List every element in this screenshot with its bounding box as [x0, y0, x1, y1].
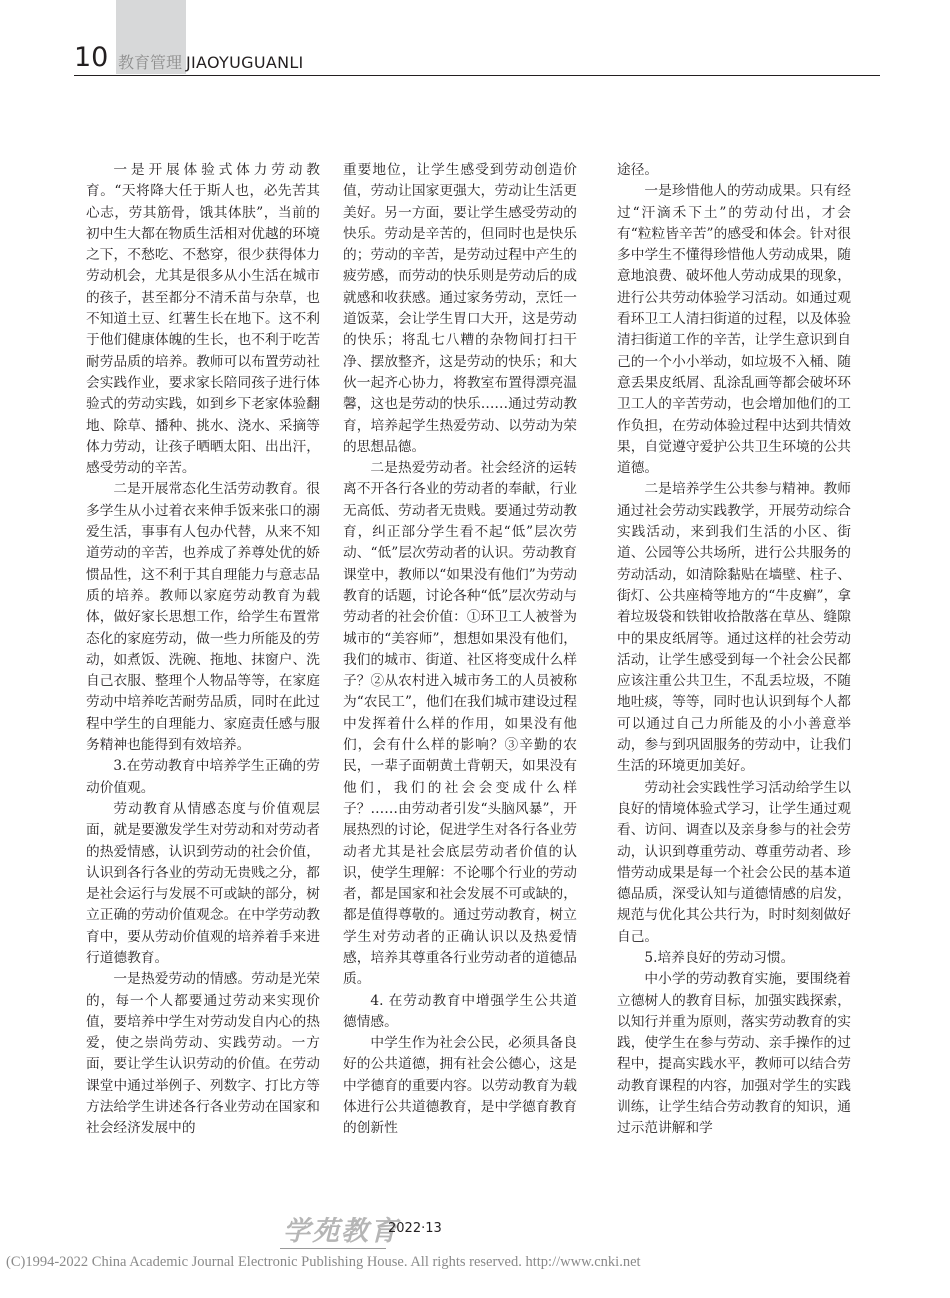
- paragraph: 二是热爱劳动者。社会经济的运转离不开各行各业的劳动者的奉献，行业无高低、劳动者无贵贱。要通过劳动教育，纠正部分学生看不起“低”层次劳动、“低”层次劳动者的认识。劳动教育课堂中，教师以“如果没有他们”为劳动教育的话题，讨论各种“低”层次劳动与劳动者的社会价值：①环卫工人被誉为城市的“美容师”，想想如果没有他们，我们的城市、街道、社区将变成什么样子？②从农村进入城市务工的人员被称为“农民工”，他们在我们城市建设过程中发挥着什么样的作用，如果没有他们，会有什么样的影响？③辛勤的农民，一辈子面朝黄土背朝天，如果没有他们，我们的社会会变成什么样子？……由劳动者引发“头脑风暴”，开展热烈的讨论，促进学生对各行各业劳动者尤其是社会底层劳动者价值的认识，使学生理解：不论哪个行业的劳动者，都是国家和社会发展不可或缺的，都是值得尊敬的。通过劳动教育，树立学生对劳动者的正确认识以及热爱情感，培养其尊重各行业劳动者的道德品质。: [343, 460, 577, 988]
- section-heading: 5.培养良好的劳动习惯。: [644, 949, 795, 966]
- page-number: 10: [74, 42, 109, 73]
- paragraph: 二是开展常态化生活劳动教育。很多学生从小过着衣来伸手饭来张口的溺爱生活，事事有人包办代替，从来不知道劳动的辛苦，也养成了养尊处优的娇惯品性，这不利于其自理能力与意志品质的培养。教师以家庭劳动教育为载体，做好家长思想工作，给学生布置常态化的家庭劳动，做一些力所能及的劳动，如煮饭、洗碗、拖地、抹窗户、洗自己衣服、整理个人物品等等，在家庭劳动中培养吃苦耐劳品质，同时在此过程中学生的自理能力、家庭责任感与服务精神也能得到有效培养。: [86, 481, 320, 754]
- copyright-line: (C)1994-2022 China Academic Journal Electronic Publishing House. All rights reserved. http://www.cnki.net: [6, 1254, 641, 1270]
- paragraph: 中学生作为社会公民，必须具备良好的公共道德，拥有社会公德心，这是中学德育的重要内容。以劳动教育为载体进行公共道德教育，是中学德育教育的创新性: [343, 1035, 577, 1137]
- issue-number: 2022·13: [388, 1221, 442, 1236]
- text-column-2: [343, 160, 577, 1220]
- journal-title-en: JIAOYUGUANLI: [186, 53, 304, 72]
- header-rule: [74, 75, 880, 76]
- paragraph: 二是培养学生公共参与精神。教师通过社会劳动实践教学，开展劳动综合实践活动，来到我们生活的小区、街道、公园等公共场所，进行公共服务的劳动活动，如清除黏贴在墙壁、柱子、街灯、公共座椅等地方的“牛皮癣”，拿着垃圾袋和铁钳收拾散落在草丛、缝隙中的果皮纸屑等。通过这样的社会劳动活动，让学生感受到每一个社会公民都应该注重公共卫生，不乱丢垃圾，不随地吐痰，等等，同时也认识到每个人都可以通过自己力所能及的小小善意举动，参与到巩固服务的劳动中，让我们生活的环境更加美好。: [617, 481, 851, 775]
- text-column-1: [86, 160, 320, 1220]
- paragraph: 劳动教育从情感态度与价值观层面，就是要激发学生对劳动和对劳动者的热爱情感，认识到劳动的社会价值，认识到各行各业的劳动无贵贱之分，都是社会运行与发展不可或缺的部分，树立正确的劳动价值观念。在中学劳动教育中，要从劳动价值观的培养着手来进行道德教育。: [86, 800, 320, 966]
- paragraph: 一是珍惜他人的劳动成果。只有经过“汗滴禾下土”的劳动付出，才会有“粒粒皆辛苦”的感受和体会。针对很多中学生不懂得珍惜他人劳动成果，随意地浪费、破坏他人劳动成果的现象，进行公共劳动体验学习活动。如通过观看环卫工人清扫街道的过程，以及体验清扫街道工作的辛苦，让学生意识到自己的一个小小举动，如垃圾不入桶、随意丢果皮纸屑、乱涂乱画等都会破坏环卫工人的辛苦劳动，也会增加他们的工作负担，在劳动体验过程中达到共情效果，自觉遵守爱护公共卫生环境的公共道德。: [617, 183, 851, 477]
- section-heading: 4. 在劳动教育中增强学生公共道德情感。: [343, 992, 577, 1030]
- text-column-3: [617, 160, 851, 1220]
- paragraph-continued: 途径。: [617, 162, 659, 178]
- paragraph: 一是开展体验式体力劳动教育。“天将降大任于斯人也，必先苦其心志，劳其筋骨，饿其体肤”，当前的初中生大都在物质生活相对优越的环境之下，不愁吃、不愁穿，很少获得体力劳动机会，尤其是很多从小生活在城市的孩子，甚至都分不清禾苗与杂草，也不知道土豆、红薯生长在地下。这不利于他们健康体魄的生长，也不利于吃苦耐劳品质的培养。教师可以布置劳动社会实践作业，要求家长陪同孩子进行体验式的劳动实践，如到乡下老家体验翻地、除草、播种、挑水、浇水、采摘等体力劳动，让孩子晒晒太阳、出出汗，感受劳动的辛苦。: [86, 162, 320, 477]
- journal-logo: 学苑教育: [283, 1216, 399, 1247]
- journal-title: [118, 52, 304, 74]
- journal-title-cn: 教育管理: [118, 53, 183, 72]
- footer-rule: [280, 1248, 386, 1249]
- paragraph: 一是热爱劳动的情感。劳动是光荣的，每一个人都要通过劳动来实现价值，要培养中学生对劳动发自内心的热爱，使之崇尚劳动、实践劳动。一方面，要让学生认识劳动的价值。在劳动课堂中通过举例子、列数字、打比方等方法给学生讲述各行各业劳动在国家和社会经济发展中的: [86, 971, 320, 1137]
- section-heading: 3.在劳动教育中培养学生正确的劳动价值观。: [86, 758, 320, 796]
- paragraph: 中小学的劳动教育实施，要围绕着立德树人的教育目标，加强实践探索，以知行并重为原则，落实劳动教育的实践，使学生在参与劳动、亲手操作的过程中，提高实践水平，教师可以结合劳动教育课程的内容，加强对学生的实践训练，让学生结合劳动教育的知识，通过示范讲解和学: [617, 971, 851, 1137]
- paragraph-continued: 重要地位，让学生感受到劳动创造价值，劳动让国家更强大，劳动让生活更美好。另一方面，要让学生感受劳动的快乐。劳动是辛苦的，但同时也是快乐的；劳动的辛苦，是劳动过程中产生的疲劳感，而劳动的快乐则是劳动后的成就感和收获感。通过家务劳动，烹饪一道饭菜，会让学生胃口大开，这是劳动的快乐；将乱七八糟的杂物间打扫干净、摆放整齐，这是劳动的快乐；和大伙一起齐心协力，将教室布置得漂亮温馨，这也是劳动的快乐……通过劳动教育，培养起学生热爱劳动、以劳动为荣的思想品德。: [343, 162, 577, 455]
- paragraph: 劳动社会实践性学习活动给学生以良好的情境体验式学习，让学生通过观看、访问、调查以及亲身参与的社会劳动，认识到尊重劳动、尊重劳动者、珍惜劳动成果是每一个社会公民的基本道德品质，深受认知与道德情感的启发，规范与优化其公共行为，时时刻刻做好自己。: [617, 779, 851, 945]
